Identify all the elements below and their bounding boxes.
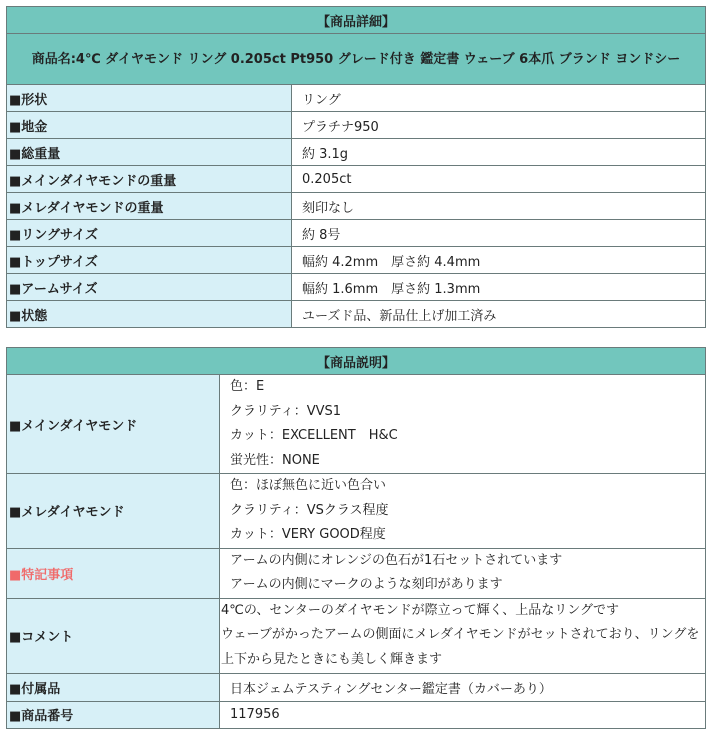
mele-diamond-value bbox=[220, 474, 706, 549]
line: クラリティ：VVS1 bbox=[230, 403, 342, 419]
row-label: ■状態 bbox=[7, 301, 292, 328]
comment-label: ■コメント bbox=[7, 598, 220, 673]
row-label: ■トップサイズ bbox=[7, 247, 292, 274]
row-value: リング bbox=[292, 85, 706, 112]
row-value: 0.205ct bbox=[292, 166, 706, 193]
special-notes-value bbox=[220, 548, 706, 598]
table-row bbox=[7, 701, 706, 728]
table-row bbox=[7, 301, 706, 328]
line: アームの内側にマークのような刻印があります bbox=[230, 577, 503, 592]
line: クラリティ：VSクラス程度 bbox=[230, 502, 389, 518]
row-value: ユーズド品、新品仕上げ加工済み bbox=[292, 301, 706, 328]
line: 4℃の、センターのダイヤモンドが際立って輝く、上品なリングです bbox=[221, 602, 620, 618]
item-number-value: 117956 bbox=[220, 701, 706, 728]
main-diamond-label: ■メインダイヤモンド bbox=[7, 375, 220, 474]
table-row bbox=[7, 193, 706, 220]
line: カット：EXCELLENT H&C bbox=[230, 428, 398, 443]
accessories-value: 日本ジェムテスティングセンター鑑定書（カバーあり） bbox=[220, 673, 706, 701]
row-label: ■メインダイヤモンドの重量 bbox=[7, 166, 292, 193]
product-details-table bbox=[6, 6, 706, 328]
table-row bbox=[7, 274, 706, 301]
row-label: ■アームサイズ bbox=[7, 274, 292, 301]
table-row bbox=[7, 85, 706, 112]
table-row bbox=[7, 548, 706, 598]
comment-value bbox=[220, 598, 706, 673]
row-label: ■地金 bbox=[7, 112, 292, 139]
product-title: 商品名:4℃ ダイヤモンド リング 0.205ct Pt950 グレード付き 鑑定書 ウェーブ 6本爪 ブランド ヨンドシー bbox=[7, 34, 706, 85]
row-value: 幅約 4.2mm 厚さ約 4.4mm bbox=[292, 247, 706, 274]
table-row bbox=[7, 673, 706, 701]
line: カット：VERY GOOD程度 bbox=[230, 527, 386, 542]
accessories-label: ■付属品 bbox=[7, 673, 220, 701]
table-row bbox=[7, 247, 706, 274]
mele-diamond-label: ■メレダイヤモンド bbox=[7, 474, 220, 549]
line: 色：E bbox=[230, 379, 265, 394]
table-row bbox=[7, 220, 706, 247]
row-value: プラチナ950 bbox=[292, 112, 706, 139]
line: ウェーブがかったアームの側面にメレダイヤモンドがセットされており、リングを上下から見たときにも美しく輝きます bbox=[221, 627, 700, 667]
row-value: 刻印なし bbox=[292, 193, 706, 220]
table-row bbox=[7, 166, 706, 193]
product-description-table bbox=[6, 347, 706, 729]
table-row bbox=[7, 598, 706, 673]
row-value: 約 8号 bbox=[292, 220, 706, 247]
row-label: ■総重量 bbox=[7, 139, 292, 166]
description-header: 【商品説明】 bbox=[7, 348, 706, 375]
row-value: 約 3.1g bbox=[292, 139, 706, 166]
main-diamond-value bbox=[220, 375, 706, 474]
table-row bbox=[7, 139, 706, 166]
table-row bbox=[7, 112, 706, 139]
row-label: ■リングサイズ bbox=[7, 220, 292, 247]
item-number-label: ■商品番号 bbox=[7, 701, 220, 728]
details-header: 【商品詳細】 bbox=[7, 7, 706, 34]
table-row bbox=[7, 375, 706, 474]
line: アームの内側にオレンジの色石が1石セットされています bbox=[230, 552, 563, 568]
row-value: 幅約 1.6mm 厚さ約 1.3mm bbox=[292, 274, 706, 301]
line: 蛍光性：NONE bbox=[230, 452, 320, 468]
special-notes-label: ■特記事項 bbox=[7, 548, 220, 598]
row-label: ■メレダイヤモンドの重量 bbox=[7, 193, 292, 220]
row-label: ■形状 bbox=[7, 85, 292, 112]
line: 色：ほぼ無色に近い色合い bbox=[230, 478, 387, 493]
table-row bbox=[7, 474, 706, 549]
